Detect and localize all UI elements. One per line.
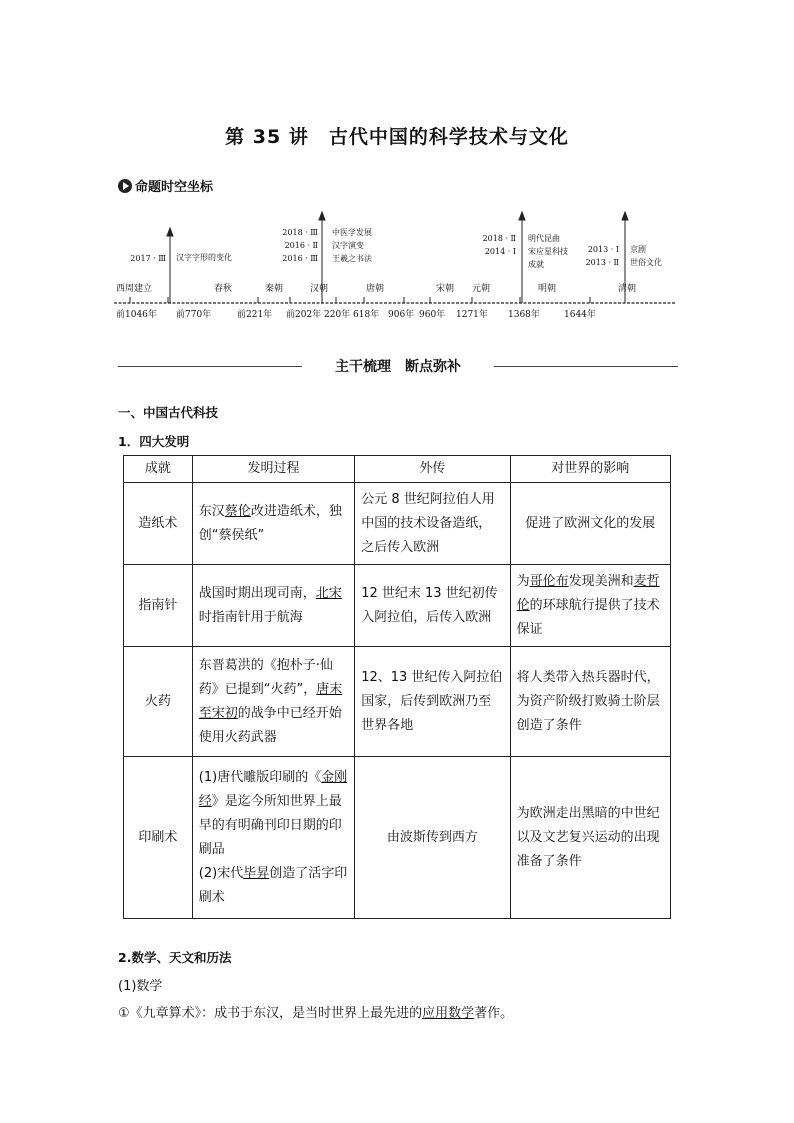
- invention-name: 造纸术: [124, 483, 193, 565]
- era-label: 汉朝: [310, 284, 329, 294]
- era-label: 春秋: [214, 284, 233, 294]
- arrow-head: [519, 212, 525, 220]
- invention-spread: 12、13 世纪传入阿拉伯国家，后传到欧洲乃至世界各地: [355, 647, 510, 757]
- era-label: 唐朝: [366, 284, 385, 294]
- heading-four-inventions: 1．四大发明: [118, 434, 190, 449]
- era-label: 明朝: [538, 284, 557, 294]
- heading-math-astronomy: 2.数学、天文和历法: [118, 950, 232, 965]
- divider-title: 主干梳理 断点弥补: [335, 359, 461, 375]
- event-year: 2014 · Ⅰ: [484, 247, 516, 256]
- arrow-head: [167, 228, 173, 236]
- invention-name: 指南针: [124, 565, 193, 647]
- column-header: 成就: [124, 456, 193, 483]
- invention-process: 战国时期出现司南，北宋时指南针用于航海: [192, 565, 354, 647]
- year-label: 906年: [388, 310, 415, 320]
- year-label: 1644年: [564, 310, 596, 320]
- heading-ancient-science: 一、中国古代科技: [118, 405, 219, 420]
- year-label: 前221年: [237, 310, 273, 320]
- event-label: 明代昆曲: [528, 234, 560, 243]
- invention-process: 东汉蔡伦改进造纸术，独创“蔡侯纸”: [192, 483, 354, 565]
- invention-impact: 促进了欧洲文化的发展: [510, 483, 670, 565]
- event-year: 2013 · Ⅰ: [587, 245, 619, 254]
- table-header-row: [124, 456, 671, 483]
- event-label: 汉字演变: [332, 241, 364, 250]
- table-row: [124, 565, 671, 647]
- timeline: [110, 205, 680, 325]
- column-header: 发明过程: [192, 456, 354, 483]
- table-row: [124, 647, 671, 757]
- invention-impact: 将人类带入热兵器时代，为资产阶级打败骑士阶层创造了条件: [510, 647, 670, 757]
- section-tag: [118, 176, 213, 195]
- event-label: 王羲之书法: [332, 254, 372, 263]
- era-label: 清朝: [618, 284, 637, 294]
- invention-name: 印刷术: [124, 757, 193, 919]
- divider-line-right: [494, 366, 678, 367]
- event-label: 京剧: [630, 245, 646, 254]
- invention-impact: 为欧洲走出黑暗的中世纪以及文艺复兴运动的出现准备了条件: [510, 757, 670, 919]
- table-row: [124, 757, 671, 919]
- era-label: 元朝: [472, 284, 491, 294]
- year-label: 前1046年: [116, 310, 157, 320]
- year-label: 1368年: [508, 310, 540, 320]
- year-label: 960年: [419, 310, 446, 320]
- event-label: 成就: [528, 260, 544, 269]
- event-label: 世俗文化: [630, 258, 662, 267]
- column-header: 外传: [355, 456, 510, 483]
- play-icon: [118, 179, 132, 193]
- event-year: 2018 · Ⅲ: [282, 228, 318, 237]
- arrow-head: [622, 212, 628, 220]
- arrow-head: [319, 212, 325, 220]
- event-label: 汉字字形的变化: [176, 253, 232, 262]
- year-label: 前770年: [176, 310, 212, 320]
- event-label: 中医学发展: [332, 228, 372, 237]
- year-label: 前202年: [286, 310, 322, 320]
- invention-process: (1)唐代雕版印刷的《金刚经》是迄今所知世界上最早的有明确刊印日期的印刷品 (2)宋代毕昇创造了活字印刷术: [192, 757, 354, 919]
- event-year: 2018 · Ⅱ: [482, 234, 516, 243]
- event-year: 2017 · Ⅲ: [130, 254, 166, 263]
- year-label: 618年: [353, 310, 380, 320]
- year-label: 220年: [324, 310, 351, 320]
- page-title: 第 35 讲 古代中国的科学技术与文化: [225, 126, 569, 148]
- era-label: 秦朝: [265, 284, 284, 294]
- math-paragraph: ①《九章算术》：成书于东汉，是当时世界上最先进的应用数学著作。: [118, 1006, 514, 1021]
- invention-spread: 公元 8 世纪阿拉伯人用中国的技术设备造纸，之后传入欧洲: [355, 483, 510, 565]
- invention-spread: 12 世纪末 13 世纪初传入阿拉伯，后传入欧洲: [355, 565, 510, 647]
- era-label: 宋朝: [436, 284, 455, 294]
- invention-spread: 由波斯传到西方: [355, 757, 510, 919]
- column-header: 对世界的影响: [510, 456, 670, 483]
- event-year: 2013 · Ⅱ: [585, 258, 619, 267]
- year-label: 1271年: [456, 310, 488, 320]
- invention-impact: 为哥伦布发现美洲和麦哲伦的环球航行提供了技术保证: [510, 565, 670, 647]
- section-tag-label: 命题时空坐标: [135, 180, 214, 195]
- invention-name: 火药: [124, 647, 193, 757]
- table-row: [124, 483, 671, 565]
- subheading-math: (1)数学: [118, 979, 163, 994]
- inventions-table: [123, 455, 671, 919]
- event-year: 2016 · Ⅲ: [282, 254, 318, 263]
- event-label: 宋应星科技: [528, 247, 568, 256]
- era-label: 西周建立: [116, 284, 153, 294]
- event-year: 2016 · Ⅱ: [284, 241, 318, 250]
- section-divider: [118, 356, 678, 378]
- invention-process: 东晋葛洪的《抱朴子·仙药》已提到“火药”，唐末至宋初的战争中已经开始使用火药武器: [192, 647, 354, 757]
